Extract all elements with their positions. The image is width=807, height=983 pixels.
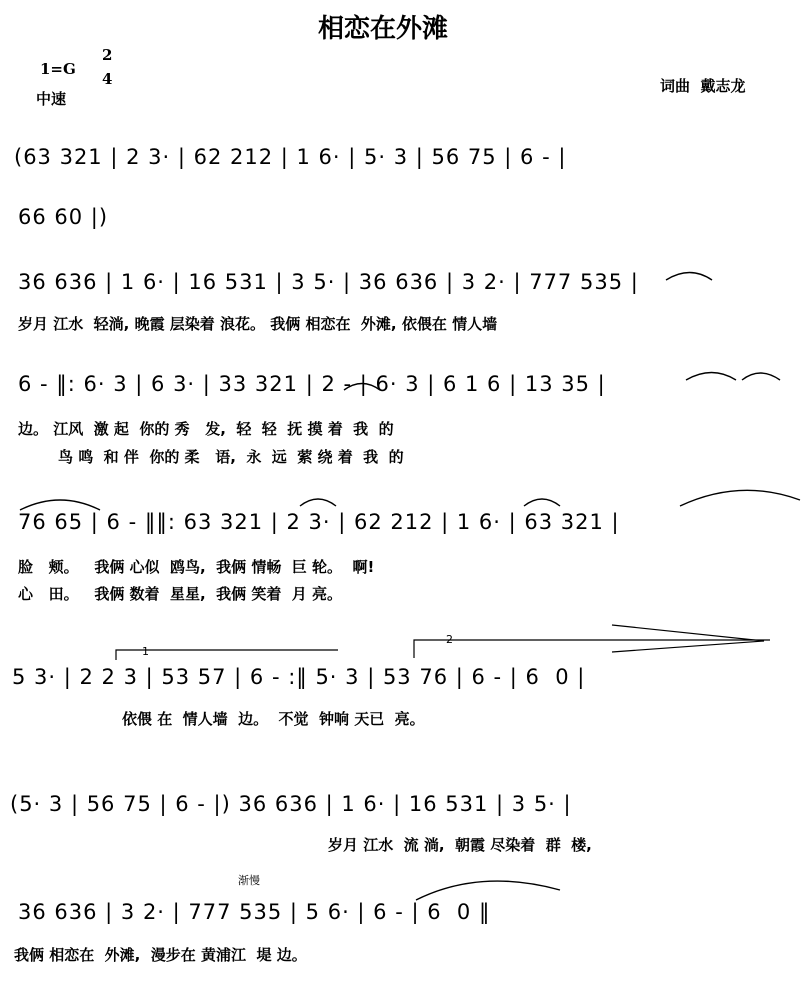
rit-marking: 渐慢	[238, 874, 260, 887]
score-row-4: 6 - ‖: 6· 3 | 6 3· | 33 321 | 2 - | 6· 3 | 6 1 6 | 13 35 |	[18, 372, 606, 396]
lyric-row-8: 我俩 相恋在 外滩, 漫步在 黄浦江 堤 边。	[14, 946, 307, 964]
score-row-5: 76 65 | 6 - ‖‖: 63 321 | 2 3· | 62 212 | 1 6· | 63 321 |	[18, 510, 620, 534]
key-signature: 1=G	[40, 60, 76, 78]
lyric-row-4-verse-2: 鸟 鸣 和 伴 你的 柔 语, 永 远 萦 绕 着 我 的	[58, 448, 404, 466]
score-row-6: 5 3· | 2 2 3 | 53 57 | 6 - :‖ 5· 3 | 53 76 | 6 - | 6 0 |	[12, 665, 586, 689]
score-row-3: 36 636 | 1 6· | 16 531 | 3 5· | 36 636 | 3 2· | 777 535 |	[18, 270, 639, 294]
score-row-8: 36 636 | 3 2· | 777 535 | 5 6· | 6 - | 6 0 ‖	[18, 900, 491, 924]
score-row-7: (5· 3 | 56 75 | 6 - |) 36 636 | 1 6· | 16 531 | 3 5· |	[10, 792, 572, 816]
lyric-row-4-verse-1: 边。 江风 激 起 你的 秀 发, 轻 轻 抚 摸 着 我 的	[18, 420, 394, 438]
tempo-marking: 中速	[36, 90, 67, 108]
lyric-row-3: 岁月 江水 轻淌, 晚霞 层染着 浪花。 我俩 相恋在 外滩, 依偎在 情人墙	[18, 315, 498, 333]
score-row-1: (63 321 | 2 3· | 62 212 | 1 6· | 5· 3 | 56 75 | 6 - |	[14, 145, 567, 169]
lyric-row-5-verse-1: 脸 颊。 我俩 心似 鸥鸟, 我俩 情畅 巨 轮。 啊!	[18, 558, 375, 576]
score-row-2: 66 60 |)	[18, 205, 109, 229]
time-signature-bottom: 4	[102, 70, 113, 88]
lyric-row-5-verse-2: 心 田。 我俩 数着 星星, 我俩 笑着 月 亮。	[18, 585, 343, 603]
song-title: 相恋在外滩	[318, 14, 449, 44]
volta-2-label: 2	[446, 633, 453, 646]
credits: 词曲 戴志龙	[660, 77, 746, 95]
time-signature-top: 2	[102, 46, 113, 64]
lyric-row-7: 岁月 江水 流 淌, 朝霞 尽染着 群 楼,	[328, 836, 592, 854]
volta-1-label: 1	[142, 645, 149, 658]
lyric-row-6: 依偎 在 情人墙 边。 不觉 钟响 天已 亮。	[122, 710, 425, 728]
